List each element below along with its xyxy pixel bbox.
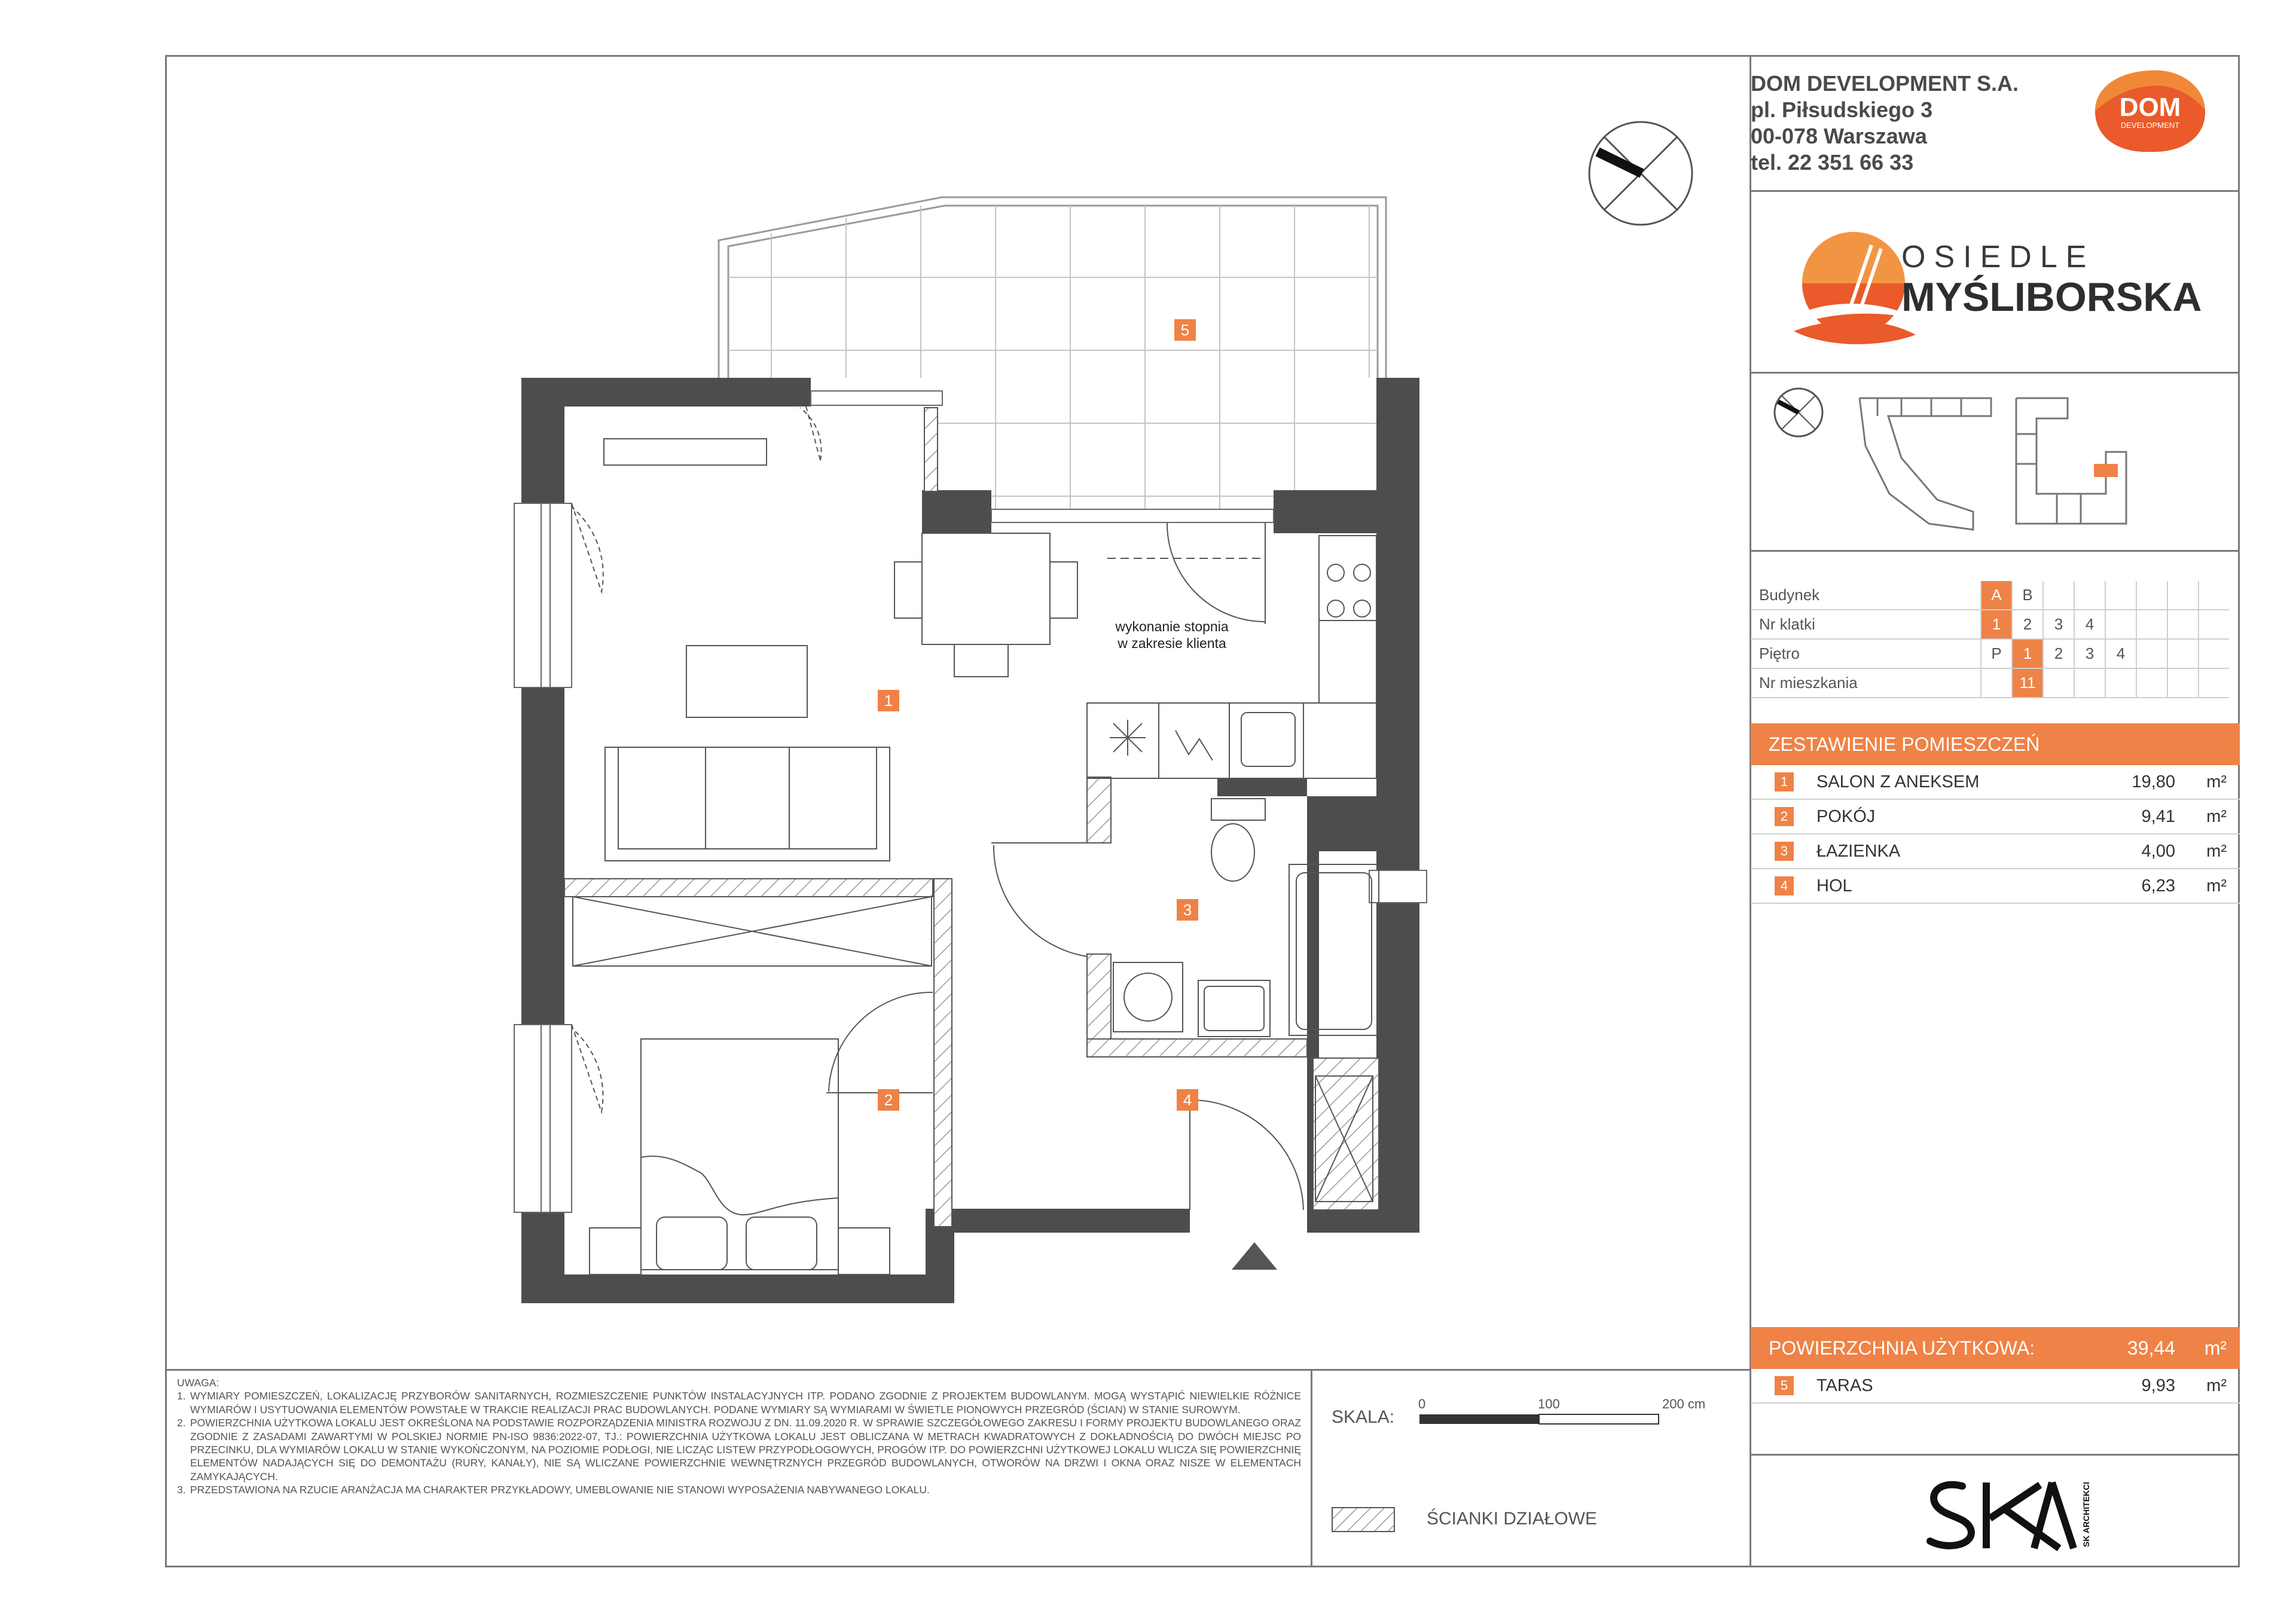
staircase-2: 2 (2012, 610, 2043, 639)
partition-legend-label: ŚCIANKI DZIAŁOWE (1427, 1509, 1598, 1529)
terrace-name: TARAS (1816, 1376, 1873, 1395)
floor-row (1751, 639, 2229, 668)
floor-label: Piętro (1751, 639, 1981, 668)
apartment-row (1751, 668, 2229, 698)
scale-bar (1418, 1412, 1681, 1430)
room-unit: m² (2206, 772, 2227, 791)
usable-area-unit: m² (2204, 1337, 2227, 1359)
terrace-unit: m² (2206, 1376, 2227, 1395)
notes (177, 1376, 1301, 1497)
company-street: pl. Piłsudskiego 3 (1751, 97, 1933, 122)
room-area: 6,23 (2141, 876, 2175, 895)
staircase-row (1751, 610, 2229, 639)
note-item (177, 1483, 1301, 1496)
floor-3: 3 (2074, 639, 2105, 668)
room-tag-2: 2 (878, 1089, 899, 1111)
ska-logo-subtext: SK ARCHITEKCI (2081, 1481, 2091, 1547)
room-name: ŁAZIENKA (1816, 842, 1901, 861)
room-unit: m² (2206, 842, 2227, 861)
usable-area-bar (1751, 1327, 2240, 1369)
building-row (1751, 581, 2229, 610)
note-item (177, 1416, 1301, 1483)
notes-title: UWAGA: (177, 1377, 219, 1389)
room-number: 2 (1775, 807, 1794, 826)
walls (521, 378, 1419, 1303)
compass-icon (1589, 122, 1692, 225)
tb-line-1 (1751, 190, 2240, 192)
room-area: 9,41 (2141, 807, 2175, 826)
note-text: POWIERZCHNIA UŻYTKOWA LOKALU JEST OKREŚLONA NA PODSTAWIE ROZPORZĄDZENIA MINISTRA ROZWOJU Z DN. 11.09.2020 R. W SPRAWIE SZCZEGÓŁOWEGO ZAKRESU I FORMY PROJEKTU BUDOWLANEGO ORAZ ZGODNIE Z ZASADAMI ZAWARTYMI W POLSKIEJ NORMIE PN-ISO 9836:2022-07, TJ.: POWIERZCHNIA UŻYTKOWA LOKALU JEST OBLICZANA W METRACH KWADRATOWYCH Z DOKŁADNOŚCIĄ DO DWÓCH MIEJSC PO PRZECINKU, DLA WYMIARÓW LOKALU W STANIE WYKOŃCZONYM, NA POZIOMIE PODŁOGI, NIE LICZĄC LISTEW PRZYPODŁOGOWYCH, PROGÓW ITP. DO POWIERZCHNI UŻYTKOWEJ LOKALU WLICZA SIĘ POWIERZCHNIĘ ELEMENTÓW NADAJĄCYCH SIĘ DO DEMONTAŻU (RURY, KANAŁY), NIE SĄ WLICZANE POWIERZCHNIE WEWNĘTRZNYCH PRZEGRÓD BUDOWLANYCH, OTWORÓW NA DRZWI I OKNA ORAZ NISZE W ELEMENTACH ZAMYKAJĄCYCH. (190, 1417, 1301, 1483)
apartment-label: Nr mieszkania (1751, 668, 1981, 698)
scale-tick-100: 100 (1538, 1396, 1560, 1411)
key-plan (1758, 380, 2236, 548)
tb-line-3 (1751, 550, 2240, 552)
room-row (1751, 800, 2240, 835)
room-name: HOL (1816, 876, 1852, 895)
step-note-line-1: wykonanie stopnia (1115, 619, 1229, 634)
step-note-line-2: w zakresie klienta (1118, 635, 1226, 651)
staircase-3: 3 (2043, 610, 2074, 639)
project-name-line-1: OSIEDLE (1901, 240, 2095, 274)
scale-divider (1311, 1369, 1312, 1567)
company-address (1751, 71, 2019, 176)
apartment-number: 11 (2012, 668, 2043, 698)
room-name: POKÓJ (1816, 807, 1876, 826)
terrace-row (1751, 1369, 2240, 1404)
note-item (177, 1389, 1301, 1416)
building-outline (1860, 398, 2126, 530)
room-number: 3 (1775, 842, 1794, 861)
entrance-arrow (1232, 1242, 1277, 1270)
building-label: Budynek (1751, 581, 1981, 610)
kitchen-counter (1087, 536, 1376, 778)
partition-legend-swatch (1331, 1506, 1397, 1534)
room-name: SALON Z ANEKSEM (1816, 772, 1980, 791)
room-area: 19,80 (2132, 772, 2175, 791)
rooms-header (1751, 723, 2240, 765)
room-tag-4: 4 (1177, 1089, 1198, 1111)
furniture (590, 533, 1077, 1274)
company-name: DOM DEVELOPMENT S.A. (1751, 71, 2019, 96)
usable-area-label: POWIERZCHNIA UŻYTKOWA: (1769, 1337, 2035, 1359)
floor-4: 4 (2105, 639, 2136, 668)
key-plan-compass-icon (1775, 389, 1822, 436)
room-tag-5: 5 (1174, 319, 1196, 341)
dom-logo-subtext: DEVELOPMENT (2120, 121, 2180, 130)
room-unit: m² (2206, 876, 2227, 895)
key-plan-unit-highlight (2094, 464, 2118, 477)
company-phone: tel. 22 351 66 33 (1751, 150, 1914, 175)
terrace-number: 5 (1775, 1376, 1794, 1395)
rooms-header-label: ZESTAWIENIE POMIESZCZEŃ (1769, 733, 2040, 755)
tb-line-4 (1751, 1454, 2240, 1456)
staircase-1: 1 (1981, 610, 2012, 639)
floor-2: 2 (2043, 639, 2074, 668)
tb-line-2 (1751, 372, 2240, 374)
floor-1: 1 (2012, 639, 2043, 668)
scale-label: SKALA: (1332, 1407, 1395, 1427)
staircase-4: 4 (2074, 610, 2105, 639)
room-tag-1: 1 (878, 690, 899, 711)
room-unit: m² (2206, 807, 2227, 826)
building-a: A (1981, 581, 2012, 610)
dom-logo-text: DOM (2119, 93, 2181, 122)
building-b: B (2012, 581, 2043, 610)
dom-development-logo (2093, 66, 2208, 155)
floor-p: P (1981, 639, 2012, 668)
room-tag-3: 3 (1177, 899, 1198, 921)
note-text: PRZEDSTAWIONA NA RZUCIE ARANŻACJA MA CHARAKTER PRZYKŁADOWY, UMEBLOWANIE NIE STANOWI WYPOSAŻENIA NABYWANEGO LOKALU. (190, 1484, 930, 1496)
location-table (1751, 581, 2229, 698)
room-row (1751, 869, 2240, 904)
scale-tick-0: 0 (1418, 1396, 1426, 1411)
step-note (1107, 618, 1236, 652)
terrace-tiles (728, 206, 1378, 513)
ska-architects-logo (1921, 1474, 2100, 1558)
note-number: 2. (177, 1417, 186, 1429)
room-row (1751, 765, 2240, 800)
terrace-area: 9,93 (2141, 1376, 2175, 1395)
room-area: 4,00 (2141, 842, 2175, 861)
note-text: WYMIARY POMIESZCZEŃ, LOKALIZACJĘ PRZYBORÓW SANITARNYCH, ROZMIESZCZENIE PUNKTÓW INSTALACYJNYCH ITP. PODANO ZGODNIE Z PROJEKTEM BUDOWLANYM. MOGĄ WYSTĄPIĆ NIEWIELKIE RÓŻNICE WYMIARÓW I USYTUOWANIA ELEMENTÓW POWSTAŁE W TRAKCIE REALIZACJI PRAC BUDOWLANYCH. PODANE WYMIARY SĄ WYMIARAMI W ŚWIETLE PIONOWYCH PRZEGRÓD (ŚCIAN) W STANIE SUROWYM. (190, 1390, 1301, 1416)
room-number: 1 (1775, 772, 1794, 791)
staircase-label: Nr klatki (1751, 610, 1981, 639)
note-number: 3. (177, 1484, 186, 1496)
note-number: 1. (177, 1390, 186, 1402)
scale-tick-200: 200 cm (1662, 1396, 1706, 1411)
room-row (1751, 835, 2240, 869)
usable-area-value: 39,44 (2127, 1337, 2175, 1359)
project-name-line-2: MYŚLIBORSKA (1901, 274, 2202, 320)
room-number: 4 (1775, 876, 1794, 895)
notes-divider (165, 1369, 1751, 1371)
company-city: 00-078 Warszawa (1751, 124, 1927, 148)
